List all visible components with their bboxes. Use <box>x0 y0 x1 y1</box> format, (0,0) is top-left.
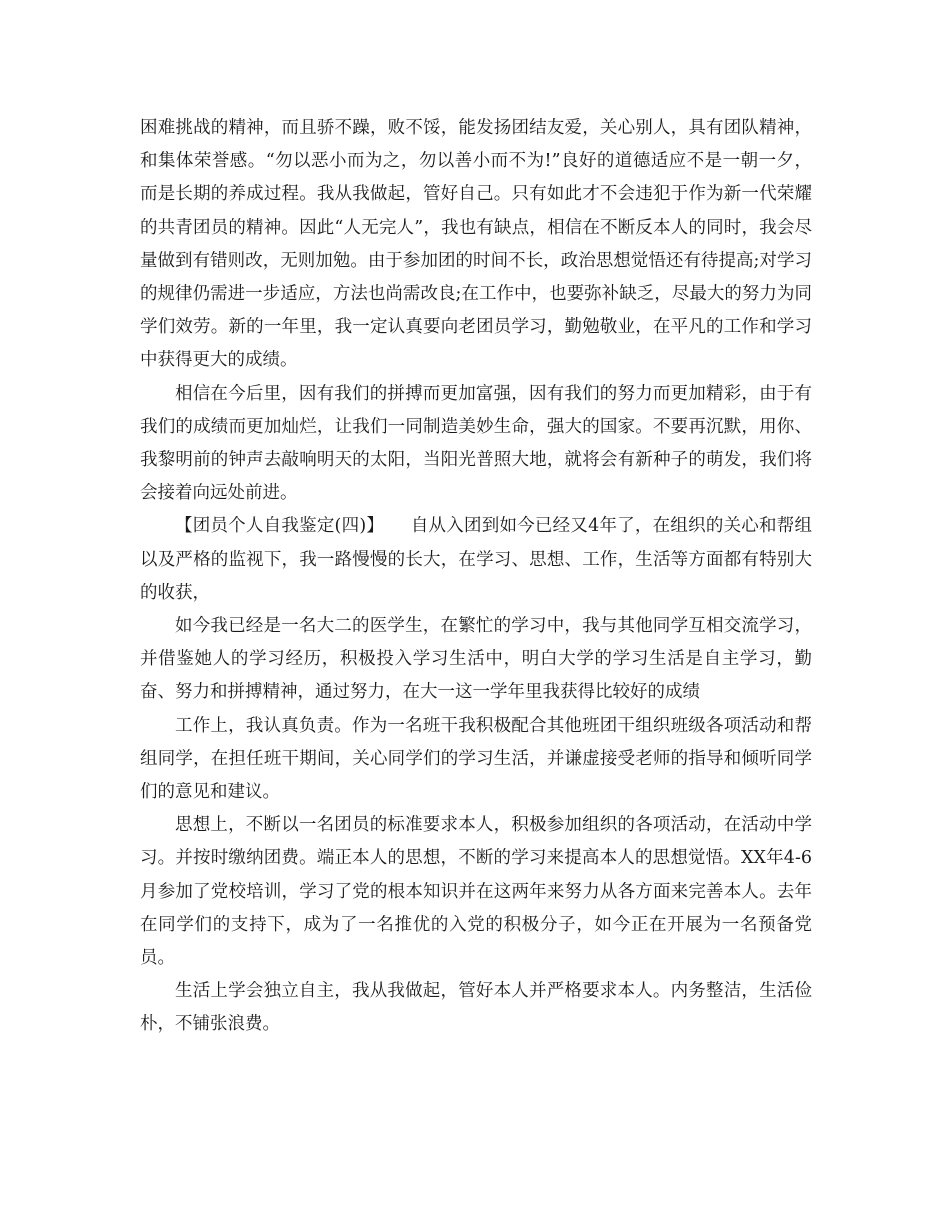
paragraph-5: 工作上，我认真负责。作为一名班干我积极配合其他班团干组织班级各项活动和帮组同学，在担任班干期间，关心同学们的学习生活，并谦虚接受老师的指导和倾听同学们的意见和建议。 <box>140 715 812 803</box>
paragraph-1: 困难挑战的精神，而且骄不躁，败不馁，能发扬团结友爱，关心别人，具有团队精神，和集体荣誉感。“勿以恶小而为之，勿以善小而不为!”良好的道德适应不是一朝一夕，而是长期的养成过程。我从我做起，管好自己。只有如此才不会违犯于作为新一代荣耀的共青团员的精神。因此“人无完人”，我也有缺点，相信在不断反本人的同时，我会尽量做到有错则改，无则加勉。由于参加团的时间不长，政治思想觉悟还有待提高;对学习的规律仍需进一步适应，方法也尚需改良;在工作中，也要弥补缺乏，尽最大的努力为同学们效劳。新的一年里，我一定认真要向老团员学习，勤勉敬业，在平凡的工作和学习中获得更大的成绩。 <box>140 118 812 371</box>
document-body <box>140 112 812 1042</box>
section-heading: 【团员个人自我鉴定(四)】 <box>175 516 376 537</box>
paragraph-7: 生活上学会独立自主，我从我做起，管好本人并严格要求本人。内务整洁，生活俭朴，不铺张浪费。 <box>140 981 812 1035</box>
paragraph-3 <box>140 510 812 610</box>
paragraph-3-text: 自从入团到如今已经又4年了，在组织的关心和帮组以及严格的监视下，我一路慢慢的长大，在学习、思想、工作，生活等方面都有特别大的收获， <box>140 516 812 603</box>
paragraph-2: 相信在今后里，因有我们的拼搏而更加富强，因有我们的努力而更加精彩，由于有我们的成绩而更加灿烂，让我们一同制造美妙生命，强大的国家。不要再沉默，用你、我黎明前的钟声去敲响明天的太阳，当阳光普照大地，就将会有新种子的萌发，我们将会接着向远处前进。 <box>140 383 812 504</box>
paragraph-6: 思想上，不断以一名团员的标准要求本人，积极参加组织的各项活动，在活动中学习。并按时缴纳团费。端正本人的思想，不断的学习来提高本人的思想觉悟。XX年4-6月参加了党校培训，学习了党的根本知识并在这两年来努力从各方面来完善本人。去年在同学们的支持下，成为了一名推优的入党的积极分子，如今正在开展为一名预备党员。 <box>140 815 812 969</box>
paragraph-4: 如今我已经是一名大二的医学生，在繁忙的学习中，我与其他同学互相交流学习，并借鉴她人的学习经历，积极投入学习生活中，明白大学的学习生活是自主学习，勤奋、努力和拼搏精神，通过努力，在大一这一学年里我获得比较好的成绩 <box>140 616 812 703</box>
